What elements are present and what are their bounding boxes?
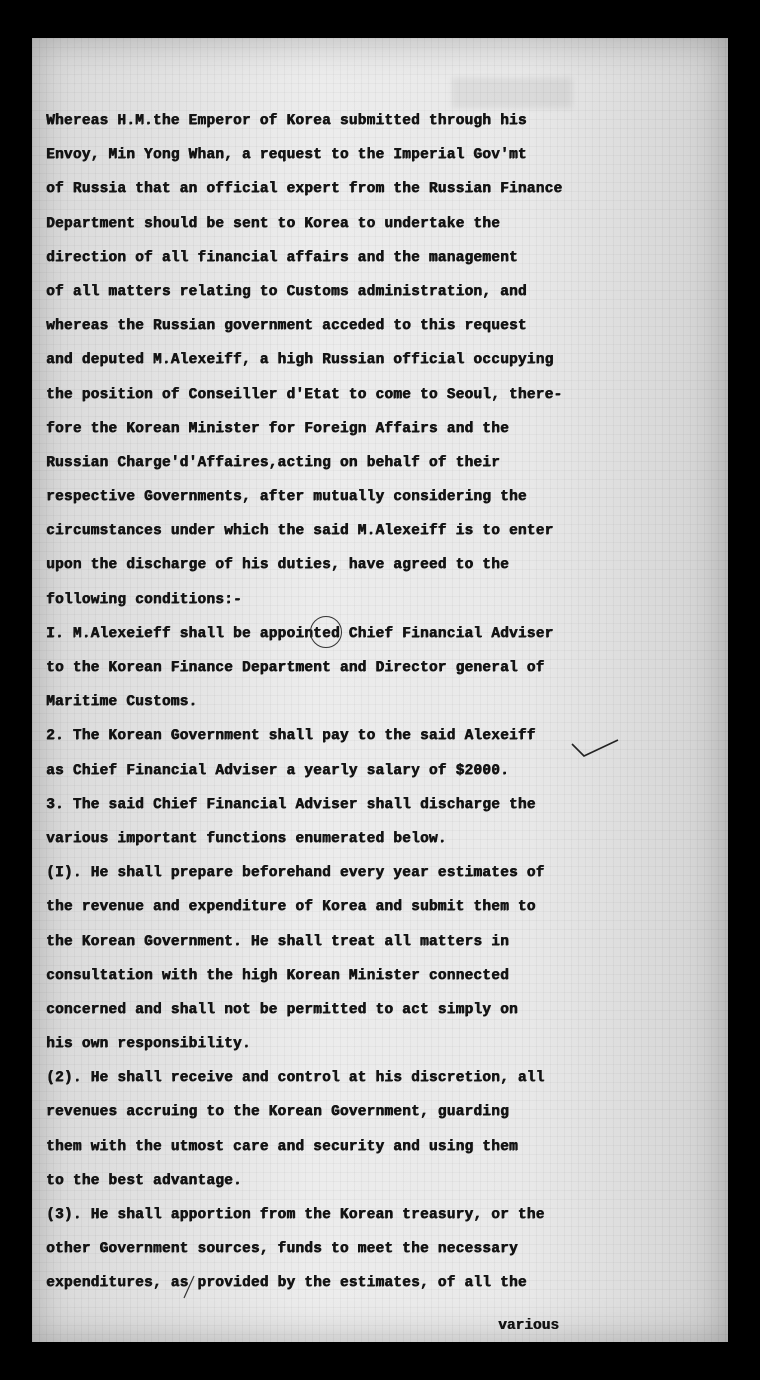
text-line: his own responsibility.	[46, 1036, 251, 1053]
text-line: upon the discharge of his duties, have agreed to the	[46, 557, 509, 574]
text-line: (3). He shall apportion from the Korean treasury, or the	[46, 1207, 545, 1223]
text-line: expenditures, as provided by the estimates, of all the	[46, 1275, 527, 1292]
text-line: them with the utmost care and security and using them	[46, 1138, 518, 1155]
text-line: direction of all financial affairs and the management	[46, 249, 518, 266]
circle-mark	[310, 616, 342, 648]
text-line: 3. The said Chief Financial Adviser shall discharge the	[46, 796, 536, 813]
text-line: fore the Korean Minister for Foreign Affairs and the	[46, 420, 509, 437]
text-line: various important functions enumerated below.	[46, 830, 447, 847]
text-line: I. M.Alexeieff shall be appointed Chief Financial Adviser	[46, 625, 554, 642]
text-line: to the best advantage.	[46, 1172, 242, 1189]
text-line: respective Governments, after mutually considering the	[46, 489, 527, 506]
text-line: to the Korean Finance Department and Director general of	[46, 660, 545, 676]
text-line: the Korean Government. He shall treat all matters in	[46, 933, 509, 950]
text-line: following conditions:-	[46, 591, 242, 608]
document-body	[46, 104, 718, 1301]
text-line: of all matters relating to Customs administration, and	[46, 283, 527, 300]
text-line: the revenue and expenditure of Korea and submit them to	[46, 899, 536, 916]
text-line: concerned and shall not be permitted to act simply on	[46, 1001, 518, 1018]
text-line: other Government sources, funds to meet the necessary	[46, 1241, 518, 1258]
text-line: as Chief Financial Adviser a yearly salary of $2000.	[46, 762, 509, 779]
text-line: Department should be sent to Korea to undertake the	[46, 215, 500, 232]
text-line: Envoy, Min Yong Whan, a request to the Imperial Gov'mt	[46, 147, 527, 164]
text-line: of Russia that an official expert from the Russian Finance	[46, 181, 563, 198]
text-line: circumstances under which the said M.Alexeiff is to enter	[46, 523, 554, 540]
text-line: 2. The Korean Government shall pay to the said Alexeiff	[46, 728, 536, 745]
text-line: (2). He shall receive and control at his discretion, all	[46, 1070, 545, 1087]
text-line: Maritime Customs.	[46, 694, 198, 711]
text-line: the position of Conseiller d'Etat to come to Seoul, there-	[46, 386, 563, 403]
text-line: and deputed M.Alexeiff, a high Russian official occupying	[46, 352, 554, 369]
text-line: Russian Charge'd'Affaires,acting on behalf of their	[46, 454, 500, 471]
text-line: consultation with the high Korean Minister connected	[46, 967, 509, 984]
text-line: whereas the Russian government acceded to this request	[46, 318, 527, 335]
catchword: various	[498, 1318, 559, 1334]
text-line: Whereas H.M.the Emperor of Korea submitted through his	[46, 113, 527, 129]
text-line: (I). He shall prepare beforehand every year estimates of	[46, 865, 545, 882]
text-line: revenues accruing to the Korean Government, guarding	[46, 1104, 509, 1121]
scanned-page	[32, 38, 728, 1342]
